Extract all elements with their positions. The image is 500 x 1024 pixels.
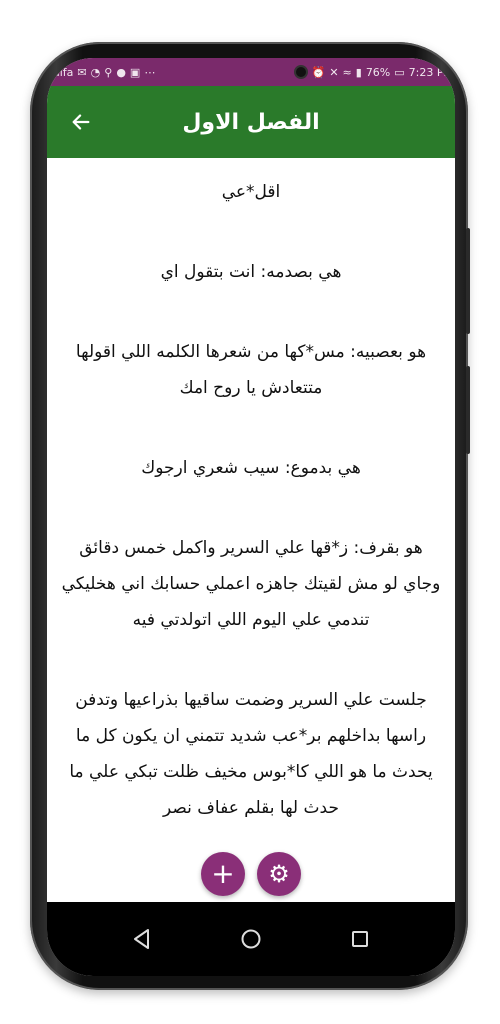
mute-icon: ✕ bbox=[329, 65, 339, 79]
more-icon: ⋯ bbox=[144, 65, 156, 79]
nav-back-button[interactable] bbox=[127, 924, 157, 954]
circle-home-icon bbox=[240, 928, 262, 950]
nav-recents-button[interactable] bbox=[345, 924, 375, 954]
battery-percent: 76% bbox=[365, 65, 391, 79]
settings-button[interactable] bbox=[257, 852, 301, 896]
status-right bbox=[294, 65, 455, 79]
plus-icon: + bbox=[211, 857, 235, 890]
carrier-label: alfa bbox=[53, 65, 74, 79]
gear-icon: ⚙ bbox=[268, 860, 290, 888]
front-camera bbox=[294, 65, 308, 79]
app-bar bbox=[47, 86, 455, 158]
navigation-bar bbox=[47, 902, 455, 976]
triangle-back-icon bbox=[132, 928, 152, 950]
paragraph: اقل*عي bbox=[221, 182, 281, 202]
chapter-text[interactable] bbox=[47, 158, 455, 888]
clock: 7:23 PM bbox=[408, 65, 453, 79]
paragraph: هي بصدمه: انت بتقول اي bbox=[160, 262, 342, 282]
alarm-icon: ⏰ bbox=[311, 65, 326, 79]
back-button[interactable] bbox=[65, 106, 97, 138]
app-icon: ● bbox=[116, 65, 126, 79]
whatsapp-icon: ◔ bbox=[90, 65, 101, 79]
paragraph: هي بدموع: سيب شعري ارجوك bbox=[141, 458, 361, 478]
status-left bbox=[53, 66, 155, 79]
paragraph: جلست علي السرير وضمت ساقيها بذراعيها وتدفن راسها بداخلهم بر*عب شديد تتمني ان يكون كل ما يحدث ما هو اللي كا*بوس مخيف ظلت تبكي علي ما حدث لها بقلم عفاف نصر bbox=[69, 690, 433, 818]
chapter-title: الفصل الاول bbox=[182, 109, 320, 135]
paragraph: هو بعصبيه: مس*كها من شعرها الكلمه اللي اقولها متتعادش يا روح امك bbox=[75, 342, 427, 398]
nav-home-button[interactable] bbox=[236, 924, 266, 954]
wifi-icon: ≈ bbox=[342, 65, 352, 79]
square-recents-icon bbox=[350, 929, 370, 949]
status-bar bbox=[47, 58, 455, 86]
volume-button bbox=[466, 228, 470, 334]
power-button bbox=[466, 366, 470, 454]
signal-icon: ▮ bbox=[355, 65, 362, 79]
shopping-icon: ▣ bbox=[129, 65, 141, 79]
screen bbox=[47, 58, 455, 976]
battery-icon: ▭ bbox=[394, 65, 405, 79]
usb-icon: ⚲ bbox=[104, 65, 113, 79]
paragraph: هو بقرف: ز*قها علي السرير واكمل خمس دقائق وجاي لو مش لقيتك جاهزه اعملي حسابك اني هخليكي تندمي علي اليوم اللي اتولدتي فيه bbox=[61, 538, 441, 630]
mail-icon: ✉ bbox=[77, 65, 87, 79]
arrow-left-icon bbox=[70, 111, 92, 133]
add-button[interactable] bbox=[201, 852, 245, 896]
